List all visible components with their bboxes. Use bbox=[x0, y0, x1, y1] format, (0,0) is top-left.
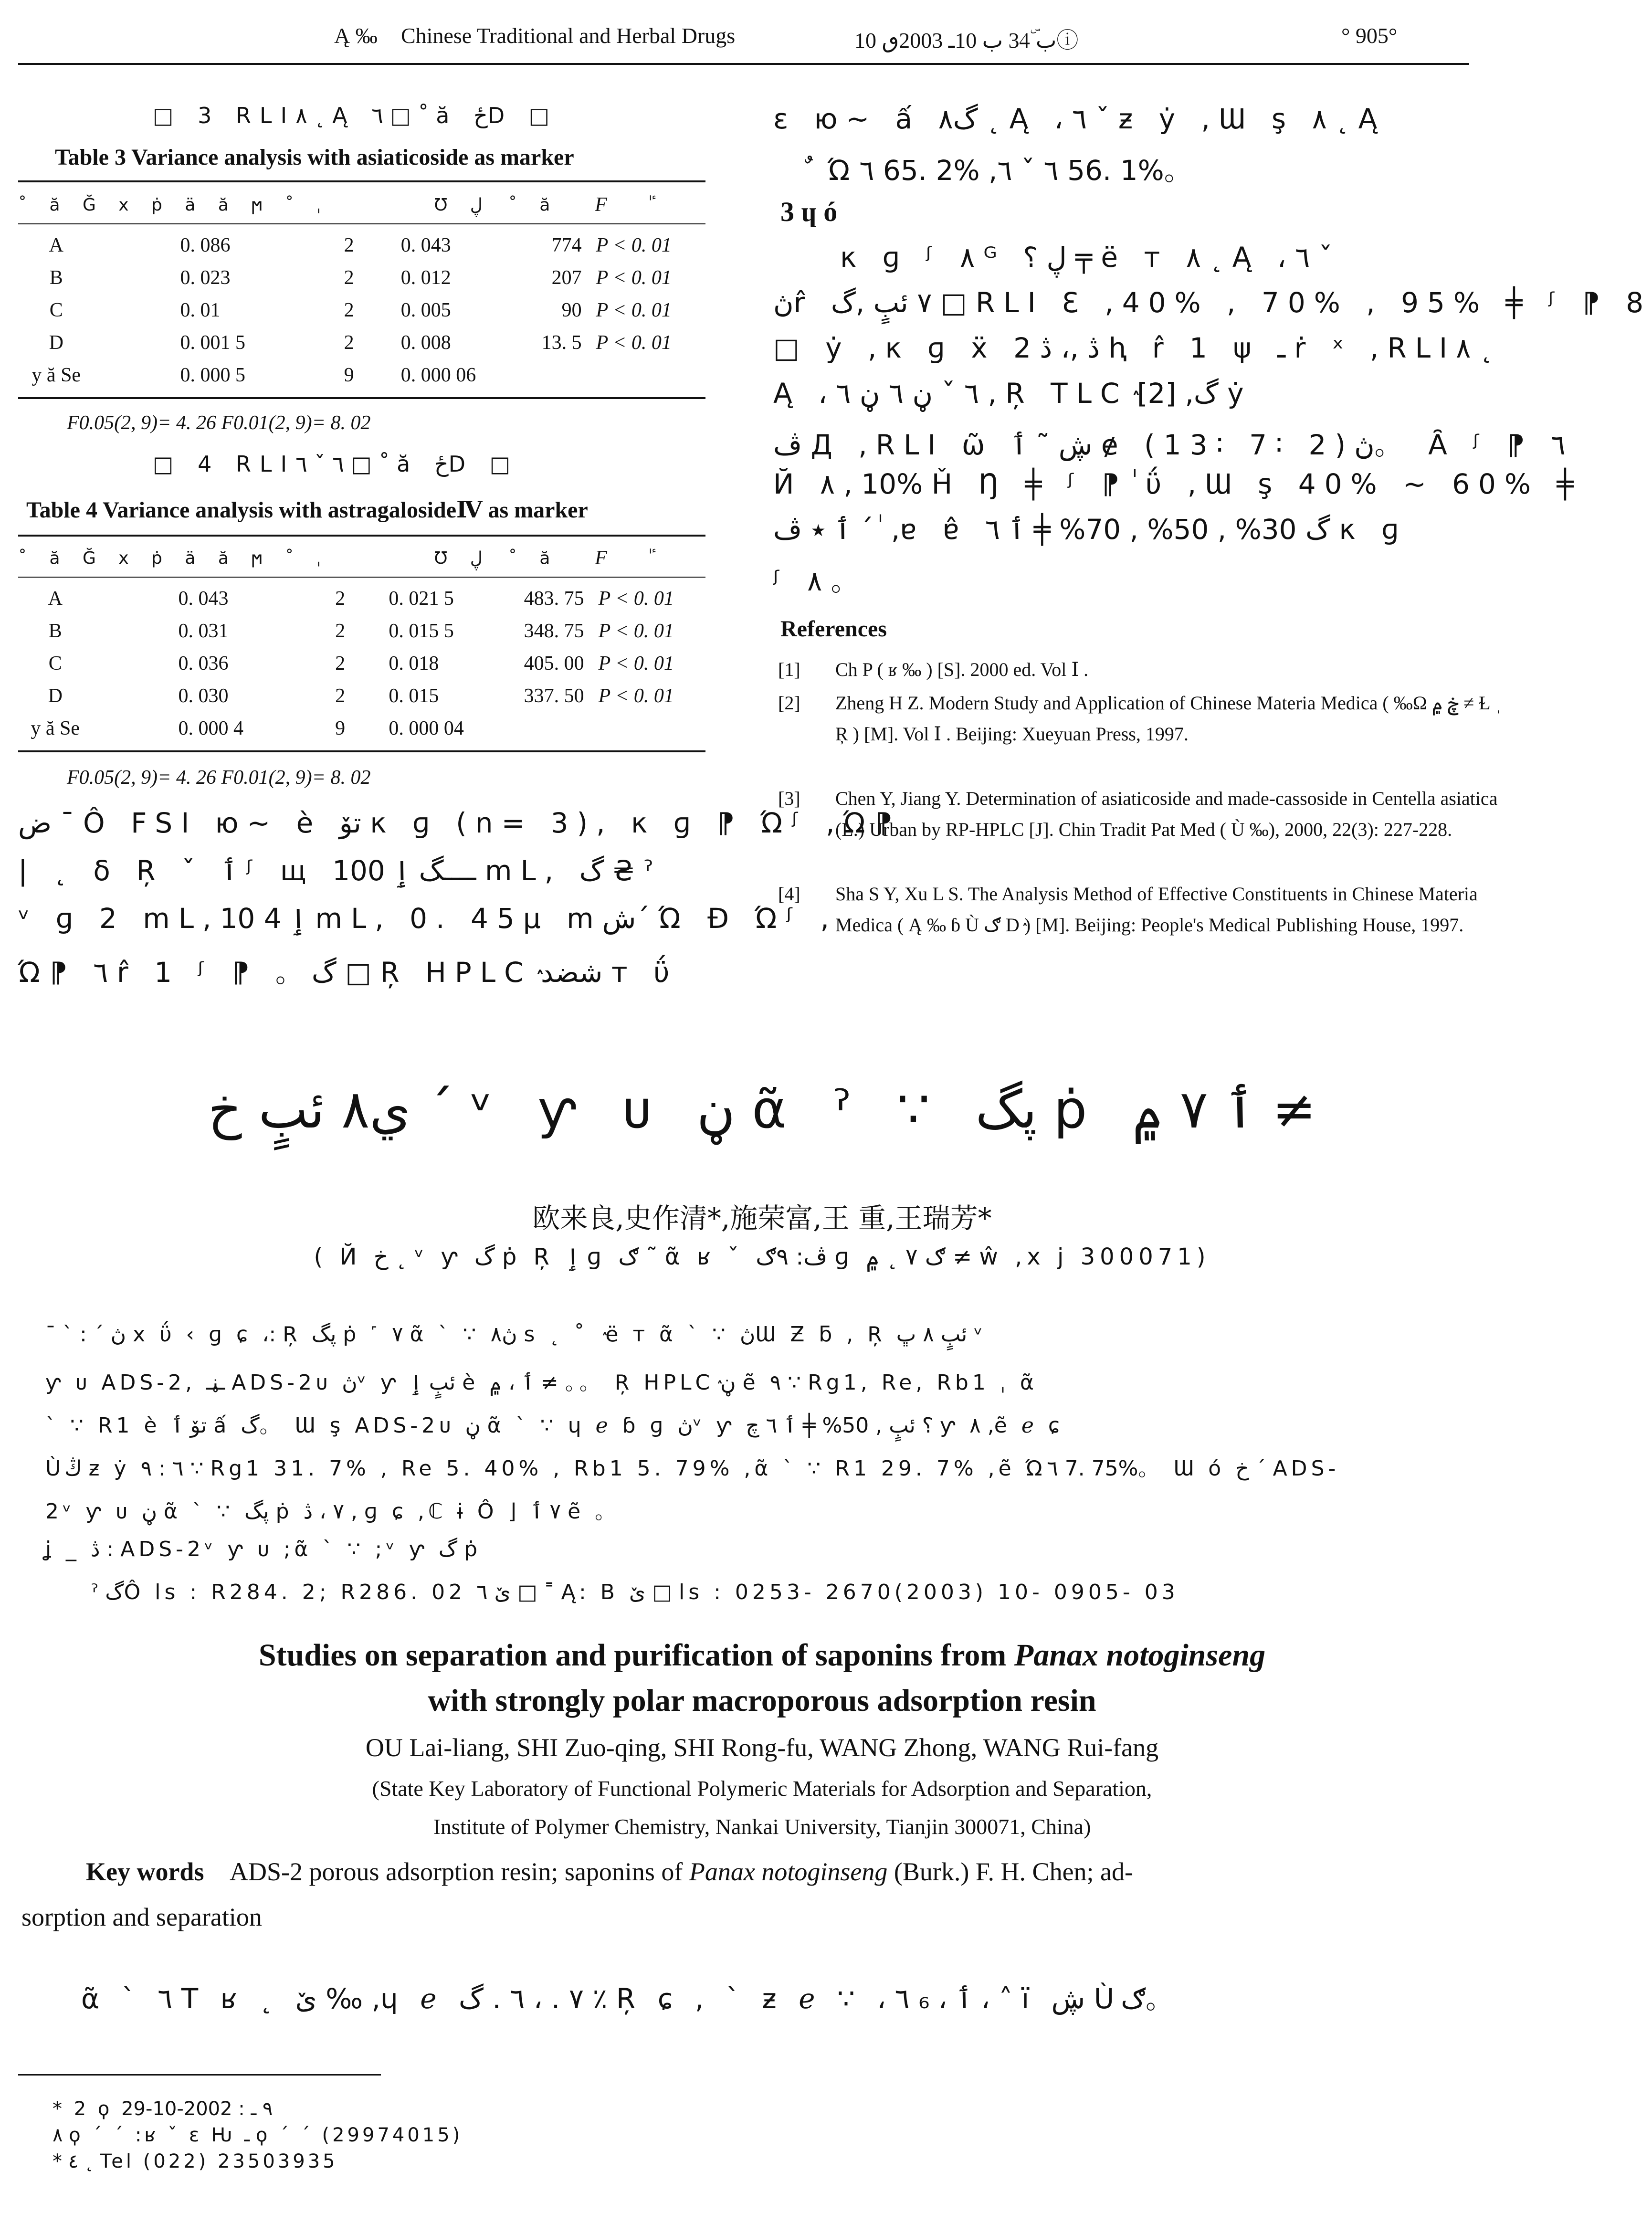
table3-footnote: F0.05(2, 9)= 4. 26 F0.01(2, 9)= 8. 02 bbox=[67, 412, 371, 434]
footnote-received: * 2 ϙ ٩ ـ : 2002-10-29 bbox=[53, 2098, 273, 2120]
right-body-line: ڽr̂ ٧ ئبٍ ,گ □ RLI Ɛ ,40% , 70% , 95% ╪ ᶴ ⁋ 8 bbox=[773, 286, 1652, 319]
table4-col-f: F bbox=[595, 547, 607, 569]
table-row: C 0. 036 2 0. 018 405. 00 P < 0. 01 bbox=[48, 653, 674, 674]
references-heading: References bbox=[780, 616, 887, 642]
keywords-cn-line: ʝ _ ڎ : ADS-2ᵛ ƴ ᴜ ;ᾶ ˋ ∵ ;ᵛ ƴ گ ṗ bbox=[45, 1537, 482, 1561]
table4-footnote: F0.05(2, 9)= 4. 26 F0.01(2, 9)= 8. 02 bbox=[67, 767, 371, 789]
reference-item: [2] Zheng H Z. Modern Study and Application of Chinese Materia Medica ( ‰Ω ڿ ۾ ≠ Ɫ ˌ Ŗ ) [M]. Vol Ⅰ . Beijing: Xueyuan Press, 1997. bbox=[778, 692, 1502, 745]
table4-cn-caption: □ 4 RLI٦ ˇ ٦ □ ˚ ă ځD □ bbox=[153, 451, 519, 477]
table4-col-p: ٰ ٴ bbox=[646, 548, 657, 568]
left-body-line: Ώ⁋ ٦ r̂ 1 ᶴ ⁋ 。گ □ Ŗ HPLCٛ شضد т ΰ bbox=[18, 956, 678, 989]
table3-cn-caption: □ 3 RLI٨ ˛ Ą ٦ □ ˚ ă ځD □ bbox=[153, 103, 558, 128]
table3-head-rule bbox=[18, 223, 705, 224]
table-row: D 0. 030 2 0. 015 337. 50 P < 0. 01 bbox=[48, 685, 674, 707]
authors-cn: 欧来良,史作清*,施荣富,王 重,王瑞芳* bbox=[532, 1202, 992, 1234]
table3-col-source: ˚ ă Ğ x ṗ ä ă ϻ ˚ ˌ bbox=[18, 195, 330, 215]
table4-top-rule bbox=[18, 535, 705, 537]
intro-line: ᾶ ˋ ٦ Т ʁ ˛ ێ ‰ ,ɥ ℯ ٧ . ، ٦ . گ ٪ Ŗ ɕ , ˋ ƶ ℯ ∵ ، ٦ ₆ ، ٲ ، ˄ ï ڜ Ùګ。 bbox=[81, 1982, 1180, 2015]
table3 bbox=[18, 189, 705, 221]
right-body-line: Ą ، ٦ ˇ ڼ ٦ ڼ ٦ , Ŗ TLCٛ [2] ,گ ẏ bbox=[773, 377, 1252, 410]
table4 bbox=[18, 542, 705, 574]
table4-body bbox=[18, 582, 705, 745]
affiliation-cn: ( Й خ ˛ ᵛ ƴ گ ṗ Ŗ ٳ ɡ ګ ˜ ᾶ ʁ ˇ ڤ: ٩ګ ɡ ګ ٧ ˛ ۾ ≠ ŵ ,x j 300071) bbox=[314, 1243, 1210, 1270]
right-body-line: κ ɡ ᶴ ٨ ᴳ ڸ ؟ ╤ ë т ٨ ˛ Ą ، ٦ ˇ bbox=[840, 241, 1333, 274]
english-keywords-cont: sorption and separation bbox=[21, 1903, 262, 1931]
table4-col-ms: ˚ ă bbox=[508, 548, 559, 568]
reference-item: [4] Sha S Y, Xu L S. The Analysis Method of Effective Constituents in Chinese Materia Medica ( Ą ‰ ɓ Ù ګ Dٛ ) [M]. Beijing: People's Medical Publishing House, 1997. bbox=[778, 883, 1478, 936]
table4-bottom-rule bbox=[18, 750, 705, 752]
section-3-heading: 3 ɥ ó bbox=[780, 196, 838, 227]
classification-line: ˀ گÔ ls : R284. 2; R286. 02 ێ ٦ □ ˭ Ą: B ێ □ ls : 0253- 2670(2003) 10- 0905- 03 bbox=[91, 1580, 1179, 1604]
abstract-line: ˉ ˋ : ˊ ڽ x ΰ ‹ ɡ ɕ ،: Ŗ ڽگ ṗ ˹ ٧ ᾶ ˋ ∵ ڽ٨ s ˛ ˚ ٛ ë т ᾶ ˋ ∵ ڽƜ Ƶ ƃ , Ŗ ئبٍ ٨ ڀ ᵛ bbox=[45, 1322, 987, 1347]
page-number: ° 905° bbox=[1341, 23, 1398, 48]
right-body-line: ɛ ю~ ấ گ٨ ˛ Ą ، ٦ ˇ ƶ ẏ ,Ɯ ş ٨ ˛ Ą bbox=[773, 103, 1386, 135]
english-title-line1: Studies on separation and purification of saponins from Panax notoginseng bbox=[258, 1638, 1266, 1673]
table4-head-rule bbox=[18, 577, 705, 578]
english-keywords: Key words ADS-2 porous adsorption resin; saponins of Panax notoginseng (Burk.) F. H. Chen; ad- bbox=[86, 1857, 1133, 1886]
issue-info: ب 34ۜ ب 10ـ 2003ٯ 10ⓘ bbox=[854, 28, 1079, 53]
header-rule bbox=[18, 63, 1469, 65]
table4-col-df: Ʊ ڸ bbox=[434, 548, 483, 568]
abstract-line: ƴ ᴜ ADS-2, ـڼـ ADS-2ᴜ ڽᵛ ƴ ئبٍ ٳ è ٲ ، ۾ ≠ 。。 Ŗ HPLCٛ ڼ ẽ ٩ ∵ Rg1, Re, Rb1 ˌ ᾶ bbox=[45, 1370, 1038, 1395]
table3-col-f: F bbox=[595, 194, 607, 216]
english-affiliation-1: (State Key Laboratory of Functional Polymeric Materials for Adsorption and Separation, bbox=[372, 1776, 1152, 1801]
running-header-left: Ą ‰ bbox=[334, 23, 378, 48]
english-authors: OU Lai-liang, SHI Zuo-qing, SHI Rong-fu, WANG Zhong, WANG Rui-fang bbox=[365, 1733, 1159, 1762]
abstract-line: ˋ ∵ R1 è تۆ ٲ ấ گ。 Ɯ ş ADS-2ᴜ ڼ ᾶ ˋ ∵ ɥ ℯ ɓ ɡ ڽᵛ ƴ ؟ ئبٍ , 50% ╪ ٲ ٦ چ ƴ ٨ ,ẽ ℯ ɕ bbox=[45, 1413, 1064, 1438]
right-body-line: ٲ ٭ ڤ ´ ٰ ,ɐ ɐ̂ گ 30% , 50% , 70% ╪ ٲ ٦ κ ɡ bbox=[773, 513, 1408, 546]
reference-item: [1] Ch P ( ʁ ‰ ) [S]. 2000 ed. Vol Ⅰ . bbox=[778, 659, 1089, 680]
table-row: y ă Se 0. 000 5 9 0. 000 06 bbox=[32, 364, 476, 386]
table4-caption: Table 4 Variance analysis with astragalosideⅣ as marker bbox=[26, 497, 588, 523]
left-body-line: ض ¯ Ô FSI ю~ è تۆ κ ɡ (n= 3), κ ɡ ⁋ Ώᶴ ,Ώ⁋ bbox=[18, 807, 901, 839]
table-row: B 0. 031 2 0. 015 5 348. 75 P < 0. 01 bbox=[48, 620, 674, 642]
english-title-line2: with strongly polar macroporous adsorption resin bbox=[428, 1683, 1096, 1718]
table-row: y ă Se 0. 000 4 9 0. 000 04 bbox=[31, 717, 464, 739]
table3-top-rule bbox=[18, 180, 705, 182]
table3-header-row bbox=[18, 189, 705, 221]
right-body-line: ڤ Д ,RLI ῶ ڜ ˜ ٲ ɇ (13∶ 7∶ 2)ڽ。 Ȃ ᶴ ⁋ ٦ bbox=[773, 429, 1566, 461]
right-body-line: □ ẏ ,κ ɡ ẍ ڎ ,، ڎ 2 ⱨ r̂ 1 ψ ـ ṙ ˣ ,RLI٨ ˛ bbox=[773, 332, 1494, 364]
left-body-line: | ˛ δ Ŗ ˇ ٲ ᶴ щ ــــگ ٳ 100 mL, گ ₴ ˀ bbox=[18, 854, 653, 887]
table-row: C 0. 01 2 0. 005 90 P < 0. 01 bbox=[49, 299, 672, 321]
right-body-line: ᶴ ٨ 。 bbox=[773, 565, 867, 597]
left-body-line: ᵛ ɡ 2 mL,ٳ 4 10 mL, 0. 45μ mش´ Ώ Ɖ Ώᶴ , bbox=[18, 902, 838, 935]
reference-item: [3] Chen Y, Jiang Y. Determination of asiaticoside and made-cassoside in Centella asiatica (L.) Urban by RP-HPLC [J]. Chin Tradit Pat Med ( Ù ‰), 2000, 22(3): 227-228. bbox=[778, 788, 1498, 840]
table3-bottom-rule bbox=[18, 397, 705, 399]
table-row: D 0. 001 5 2 0. 008 13. 5 P < 0. 01 bbox=[49, 332, 672, 354]
english-affiliation-2: Institute of Polymer Chemistry, Nankai University, Tianjin 300071, China) bbox=[433, 1814, 1091, 1839]
table3-caption: Table 3 Variance analysis with asiaticoside as marker bbox=[55, 145, 574, 170]
footnote-funding: ٨ ϙ ´ ˊ :ʁ ˇ ɛ Ƕ ـ ϙ ´ ˊ (29974015) bbox=[53, 2124, 463, 2146]
right-body-line: ٌ Ώ٦ 65. 2% ,٦ ˇ ٦ 56. 1%。 bbox=[802, 154, 1200, 187]
table-row: B 0. 023 2 0. 012 207 P < 0. 01 bbox=[49, 267, 672, 289]
table3-col-ms: ˚ ă bbox=[508, 195, 559, 215]
chinese-title: ي٨ ئبٍ خ ´ ᵛ ƴ ᴜ ڼ ᾶ ˀ ∵ ڽگ ṗ ٲ ٧ ۾ ≠ bbox=[208, 1079, 1316, 1140]
abstract-line: Ùڭ ƶ ẏ ٦ : ٩ ∵ Rg1 31. 7% , Re 5. 40% , Rb1 5. 79% ,ᾶ ˋ ∵ R1 29. 7% ,ẽ Ώ٦ 7. 75%。 Ɯ ó خ ´ ADS- bbox=[45, 1456, 1340, 1481]
table3-col-p: ٰ ٴ bbox=[646, 195, 657, 215]
table3-col-df: Ʊ ڸ bbox=[434, 195, 483, 215]
table-row: A 0. 043 2 0. 021 5 483. 75 P < 0. 01 bbox=[48, 588, 674, 610]
right-body-line: Й ٨ , 10% Ȟ Ŋ ╪ ᶴ ⁋ ٰ ΰ ,Ɯ ş 40% ~ 60% ╪ bbox=[773, 468, 1582, 500]
journal-name: Chinese Traditional and Herbal Drugs bbox=[401, 23, 736, 48]
abstract-line: 2ᵛ ƴ ᴜ ڼ ᾶ ˋ ∵ ڽگ ṗ ٧ ، ڎ , ɡ ɕ ,ℂ ɨ Ô ⌋ ٧ ٲ ẽ 。 bbox=[45, 1499, 620, 1524]
footnote-contact: * ٤ ˛ Tel (022) 23503935 bbox=[53, 2150, 338, 2172]
footnote-rule bbox=[18, 2074, 381, 2076]
table3-body bbox=[18, 229, 705, 391]
table-row: A 0. 086 2 0. 043 774 P < 0. 01 bbox=[49, 234, 672, 256]
table4-col-source: ˚ ă Ğ x ṗ ä ă ϻ ˚ ˌ bbox=[18, 548, 330, 568]
table4-header-row bbox=[18, 542, 705, 574]
